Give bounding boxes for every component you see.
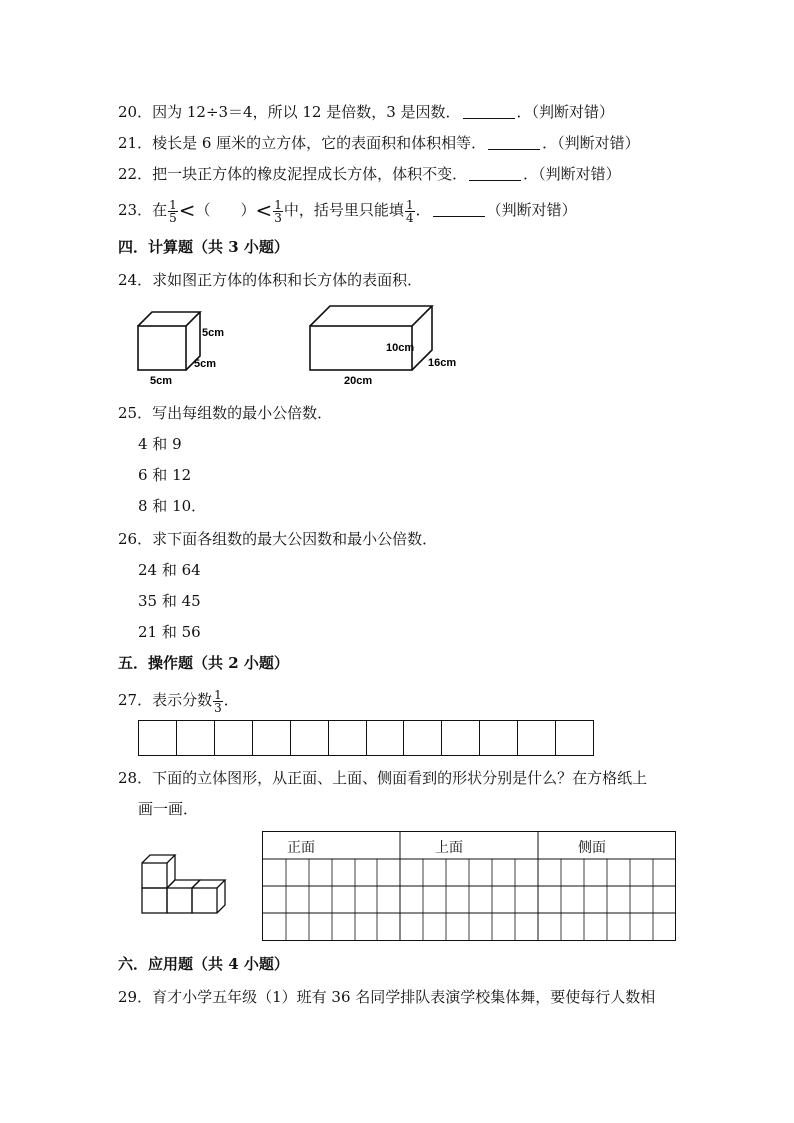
- question-24: 24．求如图正方体的体积和长方体的表面积．: [118, 271, 423, 289]
- grid-cell[interactable]: [177, 721, 215, 755]
- grid-cell[interactable]: [556, 721, 593, 755]
- question-28-line2: 画一画．: [138, 800, 199, 818]
- cube-drawing: [138, 312, 200, 370]
- grid-cell[interactable]: [139, 721, 177, 755]
- question-20-text: 20．因为 12÷3＝4，所以 12 是倍数，3 是因数．: [118, 103, 461, 121]
- section-6-heading: 六．应用题（共 4 小题）: [118, 955, 289, 973]
- question-20: [118, 102, 614, 122]
- question-26-item: 21 和 56: [138, 623, 201, 641]
- question-27: [118, 686, 239, 714]
- view-drawing-table: [262, 831, 676, 941]
- question-25-item: 8 和 10．: [138, 497, 207, 515]
- fraction-one-fifth: $\frac{1}{5}$: [169, 197, 177, 225]
- question-25: 25．写出每组数的最小公倍数．: [118, 404, 333, 422]
- stacked-cubes-figure: [136, 852, 234, 918]
- grid-cell[interactable]: [329, 721, 367, 755]
- question-22-text: 22．把一块正方体的橡皮泥捏成长方体，体积不变．: [118, 165, 468, 183]
- cube-depth-label: 5cm: [194, 358, 217, 370]
- question-27-suffix: ．: [223, 691, 239, 709]
- question-26: 26．求下面各组数的最大公因数和最小公倍数．: [118, 530, 438, 548]
- less-than-sign: <: [178, 198, 196, 222]
- view-grid[interactable]: [263, 832, 675, 940]
- question-23-dot: ．: [415, 201, 431, 219]
- grid-cell[interactable]: [442, 721, 480, 755]
- cube-height-label: 5cm: [202, 327, 225, 339]
- grid-cell[interactable]: [480, 721, 518, 755]
- grid-cell[interactable]: [215, 721, 253, 755]
- front-view-label: 正面: [287, 840, 315, 856]
- question-28-line1: 28．下面的立体图形，从正面、上面、侧面看到的形状分别是什么？在方格纸上: [118, 769, 648, 787]
- question-21: [118, 133, 640, 153]
- fraction-grid[interactable]: [138, 720, 594, 756]
- question-23-tail: （判断对错）: [486, 201, 577, 219]
- grid-cell[interactable]: [253, 721, 291, 755]
- fraction-one-third: $\frac{1}{3}$: [274, 197, 282, 225]
- cuboid-depth-label: 16cm: [428, 357, 457, 369]
- cube-width-label: 5cm: [150, 375, 173, 387]
- answer-blank-23[interactable]: [433, 202, 485, 217]
- question-27-prefix: 27．表示分数: [118, 691, 213, 709]
- answer-blank-22[interactable]: [469, 166, 521, 181]
- question-29: 29．育才小学五年级（1）班有 36 名同学排队表演学校集体舞，要使每行人数相: [118, 988, 656, 1006]
- answer-blank-20[interactable]: [463, 104, 515, 119]
- section-5-heading: 五．操作题（共 2 小题）: [118, 654, 289, 672]
- question-22: [118, 164, 621, 184]
- grid-cell[interactable]: [404, 721, 442, 755]
- question-26-item: 24 和 64: [138, 561, 201, 579]
- side-view-label: 侧面: [578, 840, 606, 856]
- question-26-item: 35 和 45: [138, 592, 201, 610]
- question-21-tail: ．（判断对错）: [542, 134, 640, 152]
- question-23-prefix: 23．在: [118, 201, 168, 219]
- grid-cell[interactable]: [367, 721, 405, 755]
- grid-cell[interactable]: [291, 721, 329, 755]
- cube-cuboid-figure: [130, 300, 470, 392]
- fraction-one-third: $\frac{1}{3}$: [214, 687, 222, 715]
- cuboid-height-label: 10cm: [386, 342, 415, 354]
- question-23-middle: 中，括号里只能填: [283, 201, 404, 219]
- question-21-text: 21．棱长是 6 厘米的立方体，它的表面积和体积相等．: [118, 134, 487, 152]
- less-than-sign: <: [255, 198, 273, 222]
- fraction-one-fourth: $\frac{1}{4}$: [405, 197, 414, 225]
- question-23-paren[interactable]: （ ）: [195, 201, 256, 219]
- grid-cell[interactable]: [518, 721, 556, 755]
- section-4-heading: 四．计算题（共 3 小题）: [118, 238, 289, 256]
- cuboid-width-label: 20cm: [344, 375, 373, 387]
- question-23: [118, 196, 577, 224]
- question-20-tail: ．（判断对错）: [516, 103, 615, 121]
- question-25-item: 4 和 9: [138, 435, 182, 453]
- answer-blank-21[interactable]: [488, 135, 540, 150]
- question-25-item: 6 和 12: [138, 466, 192, 484]
- top-view-label: 上面: [435, 840, 463, 856]
- cuboid-drawing: [310, 306, 432, 370]
- question-22-tail: ．（判断对错）: [523, 165, 621, 183]
